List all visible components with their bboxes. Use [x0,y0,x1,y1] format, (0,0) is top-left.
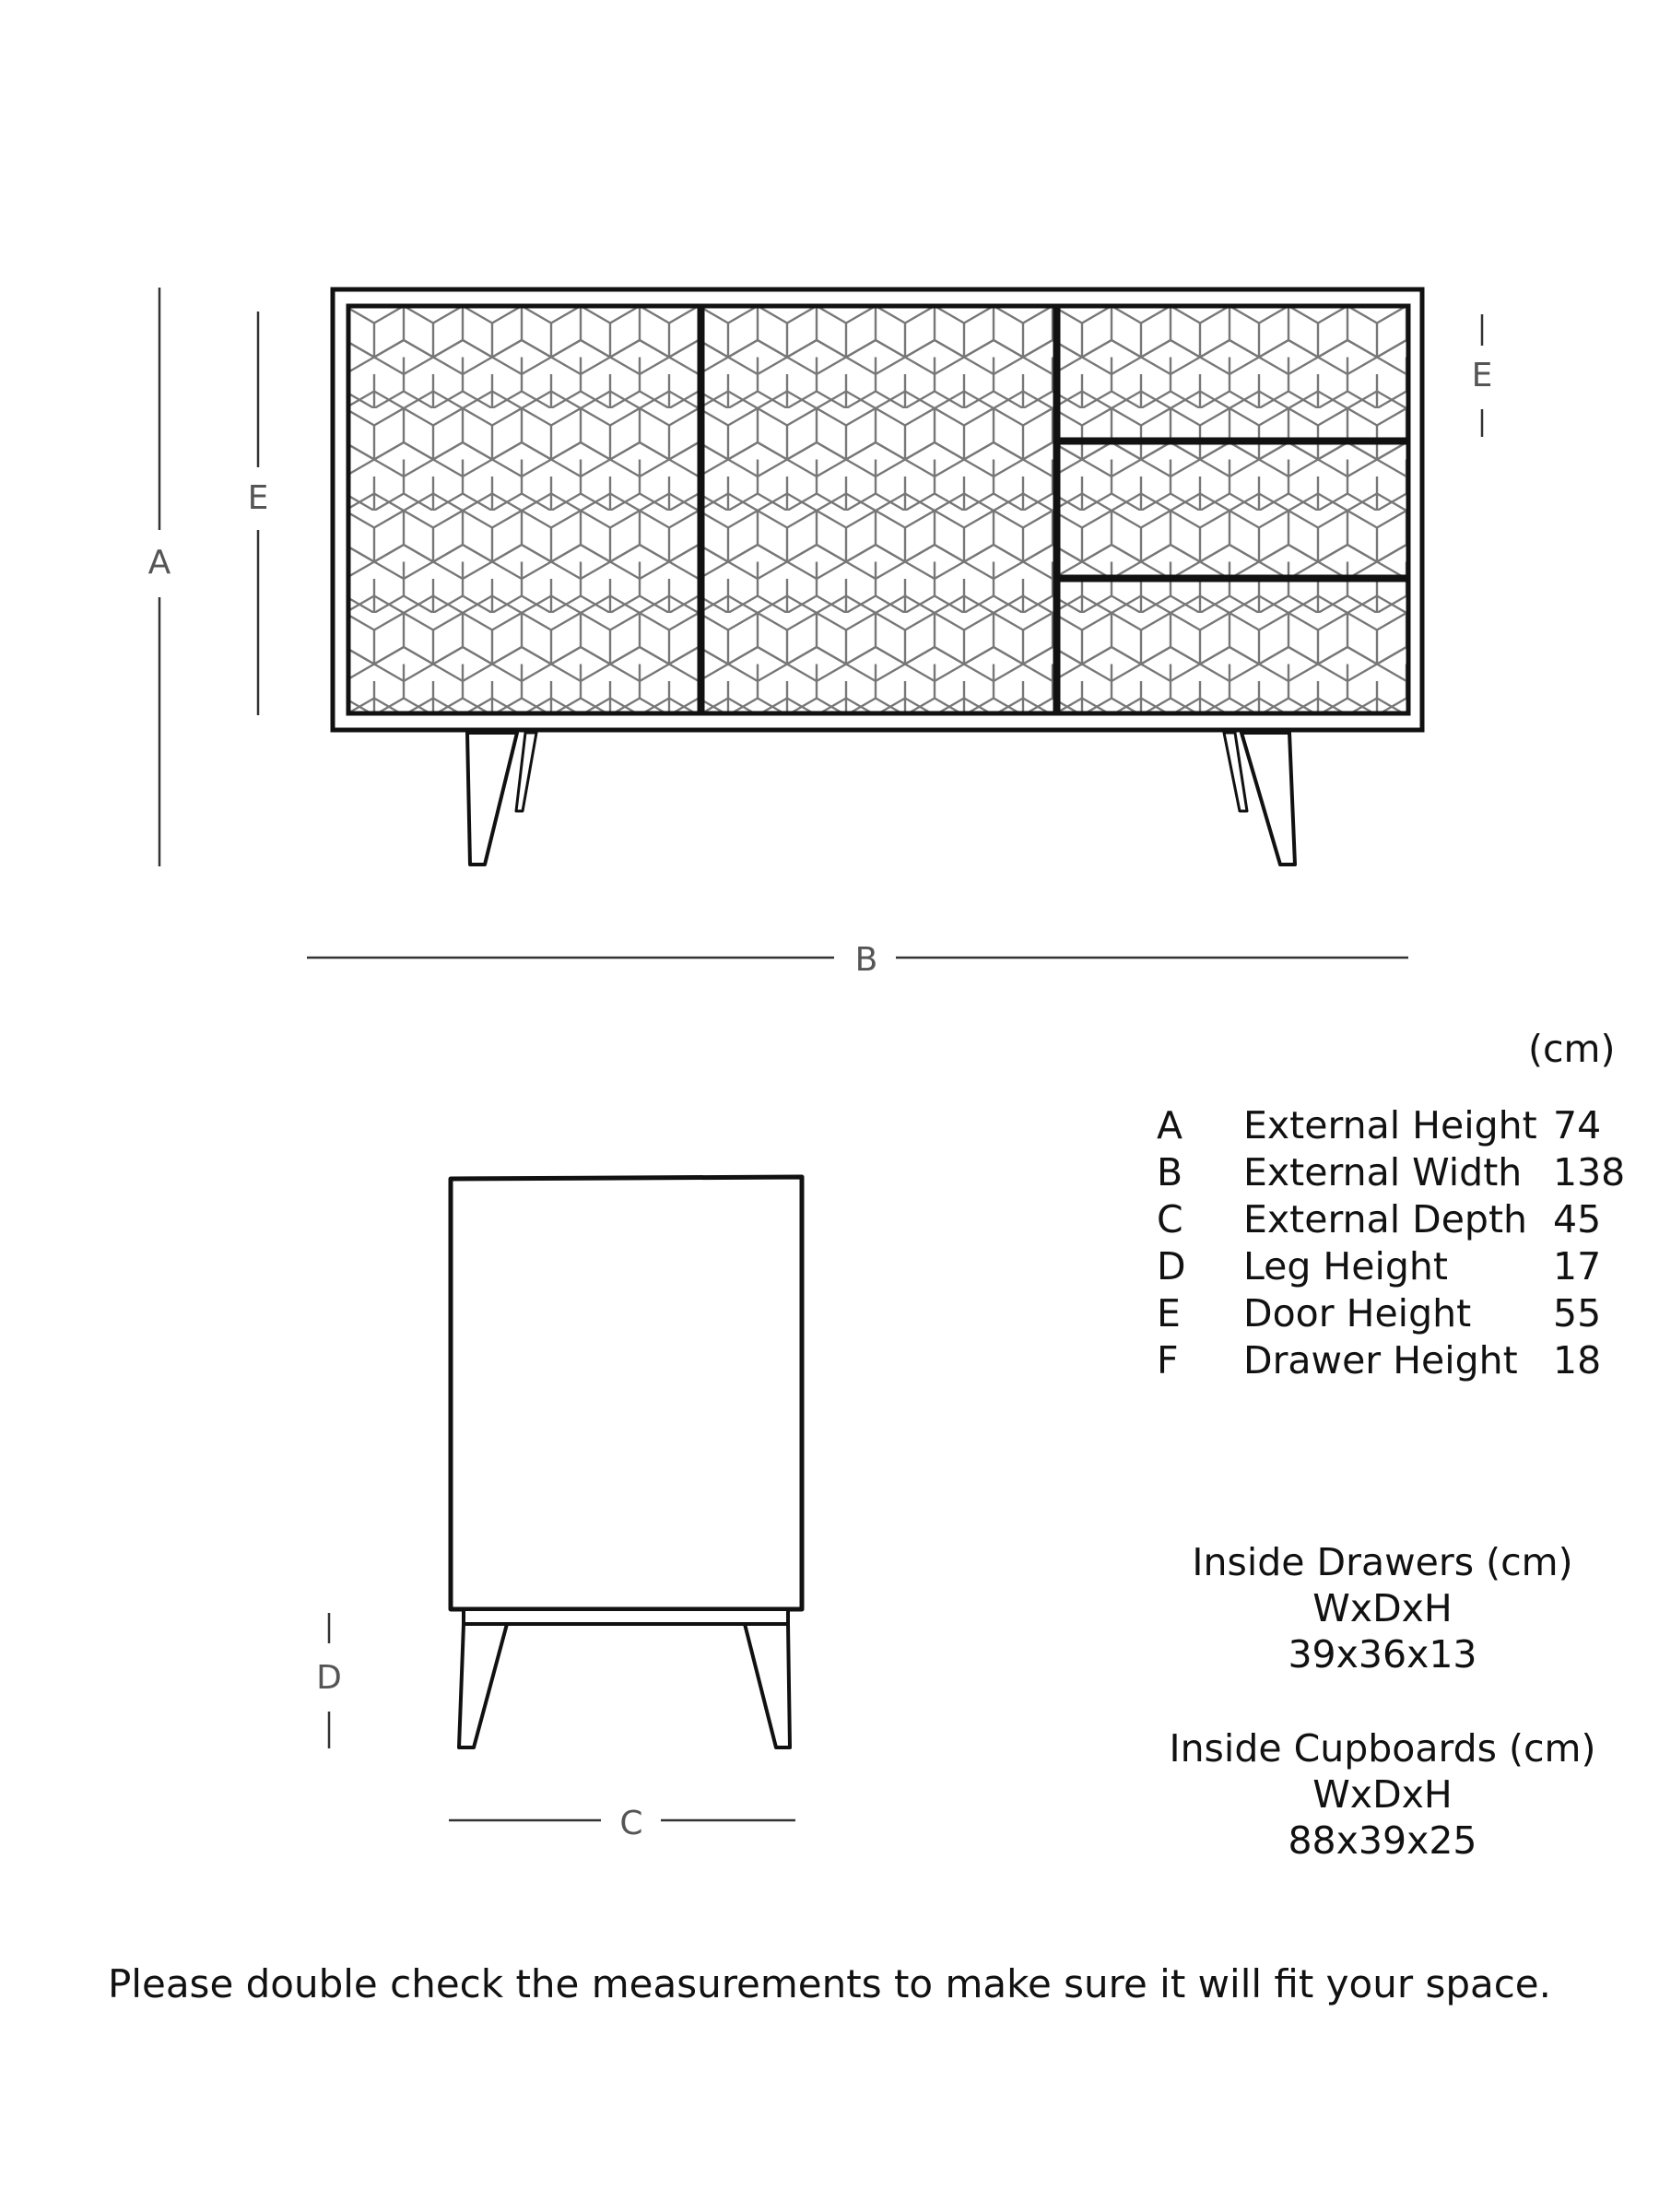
dimension-label-e-left: E [247,479,269,517]
drawer-middle-panel [1058,442,1408,577]
spec-row [1157,1337,1625,1384]
dimension-a [148,288,171,866]
spec-label: Leg Height [1243,1244,1448,1288]
spec-value: 74 [1553,1103,1602,1147]
inside-cupboards-title: Inside Cupboards (cm) [1169,1726,1596,1771]
dimension-e-left [248,312,269,715]
spec-code: A [1157,1103,1183,1147]
inside-cupboards-block [1143,1725,1622,1864]
spec-row [1157,1149,1625,1196]
dimension-label-a: A [147,544,171,582]
spec-value: 138 [1553,1150,1626,1194]
front-elevation-view [333,289,1422,865]
spec-value: 18 [1553,1338,1602,1382]
dimension-label-e-right: E [1471,357,1493,394]
spec-value: 45 [1553,1197,1602,1241]
inside-cupboards-format: WxDxH [1312,1772,1453,1817]
side-right-leg [745,1624,790,1747]
dimension-e-right [1472,314,1493,437]
spec-label: External Height [1243,1103,1537,1147]
rear-left-leg [516,733,536,811]
spec-row [1157,1196,1625,1243]
side-left-leg [459,1624,507,1747]
footer-note: Please double check the measurements to make sure it will fit your space. [107,1961,1552,2006]
center-door-panel [702,306,1055,713]
spec-code: B [1157,1150,1183,1194]
spec-code: E [1157,1291,1181,1335]
dimension-b [307,941,1408,979]
spec-unit-label: (cm) [1528,1027,1616,1071]
inside-cupboards-value: 88x39x25 [1288,1818,1477,1863]
front-left-leg [467,733,517,865]
spec-code: C [1157,1197,1183,1241]
inside-drawers-value: 39x36x13 [1288,1632,1477,1677]
spec-value: 55 [1553,1291,1602,1335]
dimension-c [449,1805,795,1842]
inside-drawers-block [1143,1539,1622,1677]
inside-drawers-format: WxDxH [1312,1586,1453,1630]
spec-code: D [1157,1244,1186,1288]
spec-label: Drawer Height [1243,1338,1518,1382]
spec-label: Door Height [1243,1291,1472,1335]
front-right-leg [1241,733,1295,865]
spec-value: 17 [1553,1244,1602,1288]
spec-label: External Depth [1243,1197,1528,1241]
drawer-bottom-panel [1058,580,1408,713]
spec-row [1157,1102,1625,1149]
cabinet-side-outline [451,1177,802,1609]
spec-label: External Width [1243,1150,1523,1194]
side-elevation-view [451,1177,802,1747]
spec-table [1157,1102,1625,1384]
dimension-d [316,1613,342,1748]
dimension-label-b: B [854,941,878,979]
spec-code: F [1157,1338,1179,1382]
spec-row [1157,1243,1625,1290]
dimension-label-c: C [619,1805,643,1842]
left-door-panel [348,306,700,713]
side-base-rail [464,1609,788,1624]
inside-drawers-title: Inside Drawers (cm) [1192,1540,1573,1584]
spec-row [1157,1290,1625,1337]
drawer-top-panel [1058,306,1408,440]
dimension-label-d: D [316,1659,342,1697]
